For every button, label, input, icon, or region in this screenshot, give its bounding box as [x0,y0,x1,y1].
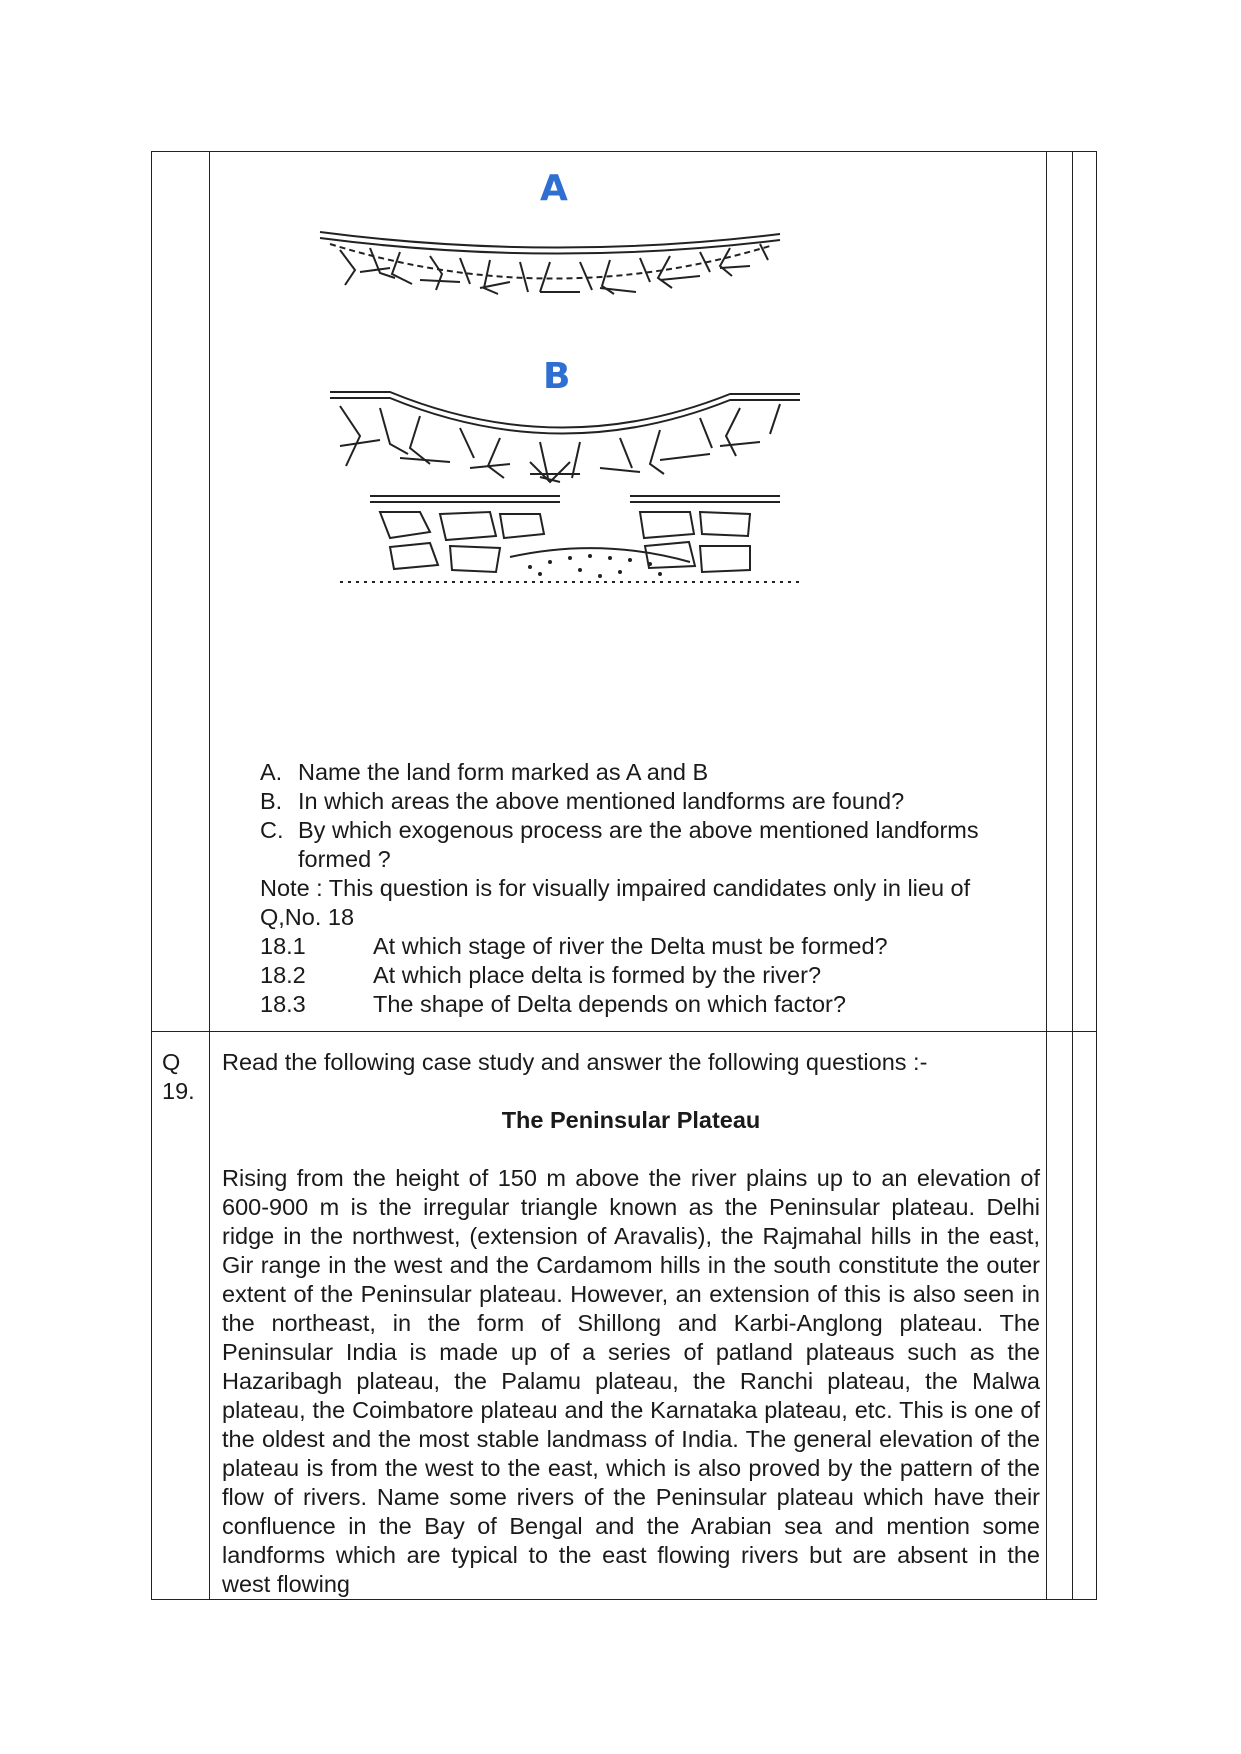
case-study-paragraph: Rising from the height of 150 m above the river plains up to an elevation of 600-900 m is the irregular triangle known as the Peninsular plateau. Delhi ridge in the northwest, (extension of Aravalis), the Rajmahal hills in the east, Gir range in the west and the Cardamom hills in the south constitute the outer extent of the Peninsular plateau. However, an extension of this is also seen in the northeast, in the form of Shillong and Karbi-Anglong plateau. The Peninsular India is made up of a series of patland plateaus such as the Hazaribagh plateau, the Palamu plateau, the Ranchi plateau, the Malwa plateau, the Coimbatore plateau and the Karnataka plateau, etc. This is one of the oldest and the most stable landmass of India. The general elevation of the plateau is from the west to the east, which is also proved by the pattern of the flow of rivers. Name some rivers of the Peninsular plateau which have their confluence in the Bay of Bengal and the Arabian sea and mention some landforms which are typical to the east flowing rivers but are absent in the west flowing [222,1165,1040,1597]
subquestion-text: At which stage of river the Delta must be formed? [373,933,888,959]
q18-item-c-continuation: formed ? [298,846,391,872]
q18-item-a [260,758,1040,787]
item-text: In which areas the above mentioned landforms are found? [298,788,905,814]
note-line-2: Q,No. 18 [260,904,355,930]
question-18-block [260,758,1040,1019]
column-divider-right-1 [1046,152,1047,1599]
q18-item-b [260,787,1040,816]
q18-item-c [260,816,1040,845]
item-label: A. [260,759,283,785]
q18-subquestion [260,990,1040,1019]
landform-sketch [300,162,920,702]
landform-figure [300,162,920,702]
qnum-prefix: Q [162,1049,181,1075]
question-19-number [162,1048,195,1106]
figure-label-a: A [540,168,568,209]
subquestion-text: At which place delta is formed by the river? [373,962,822,988]
q18-subquestion [260,932,1040,961]
column-divider-left [209,152,210,1599]
figure-label-b: B [543,356,571,397]
subquestion-number: 18.3 [260,991,306,1017]
case-study-title: The Peninsular Plateau [501,1107,761,1133]
subquestion-text: The shape of Delta depends on which factor? [373,991,846,1017]
note-line-1: Note : This question is for visually impaired candidates only in lieu of [260,875,971,901]
item-text: Name the land form marked as A and B [298,759,709,785]
subquestion-number: 18.2 [260,962,306,988]
column-divider-right-2 [1072,152,1073,1599]
item-label: C. [260,817,284,843]
qnum-value: 19. [162,1078,195,1104]
subquestion-number: 18.1 [260,933,306,959]
item-text: By which exogenous process are the above mentioned landforms [298,817,979,843]
question-19-block [222,1048,1040,1597]
case-study-instruction: Read the following case study and answer the following questions :- [222,1049,928,1075]
row-divider [152,1031,1096,1032]
q18-subquestion [260,961,1040,990]
item-label: B. [260,788,283,814]
